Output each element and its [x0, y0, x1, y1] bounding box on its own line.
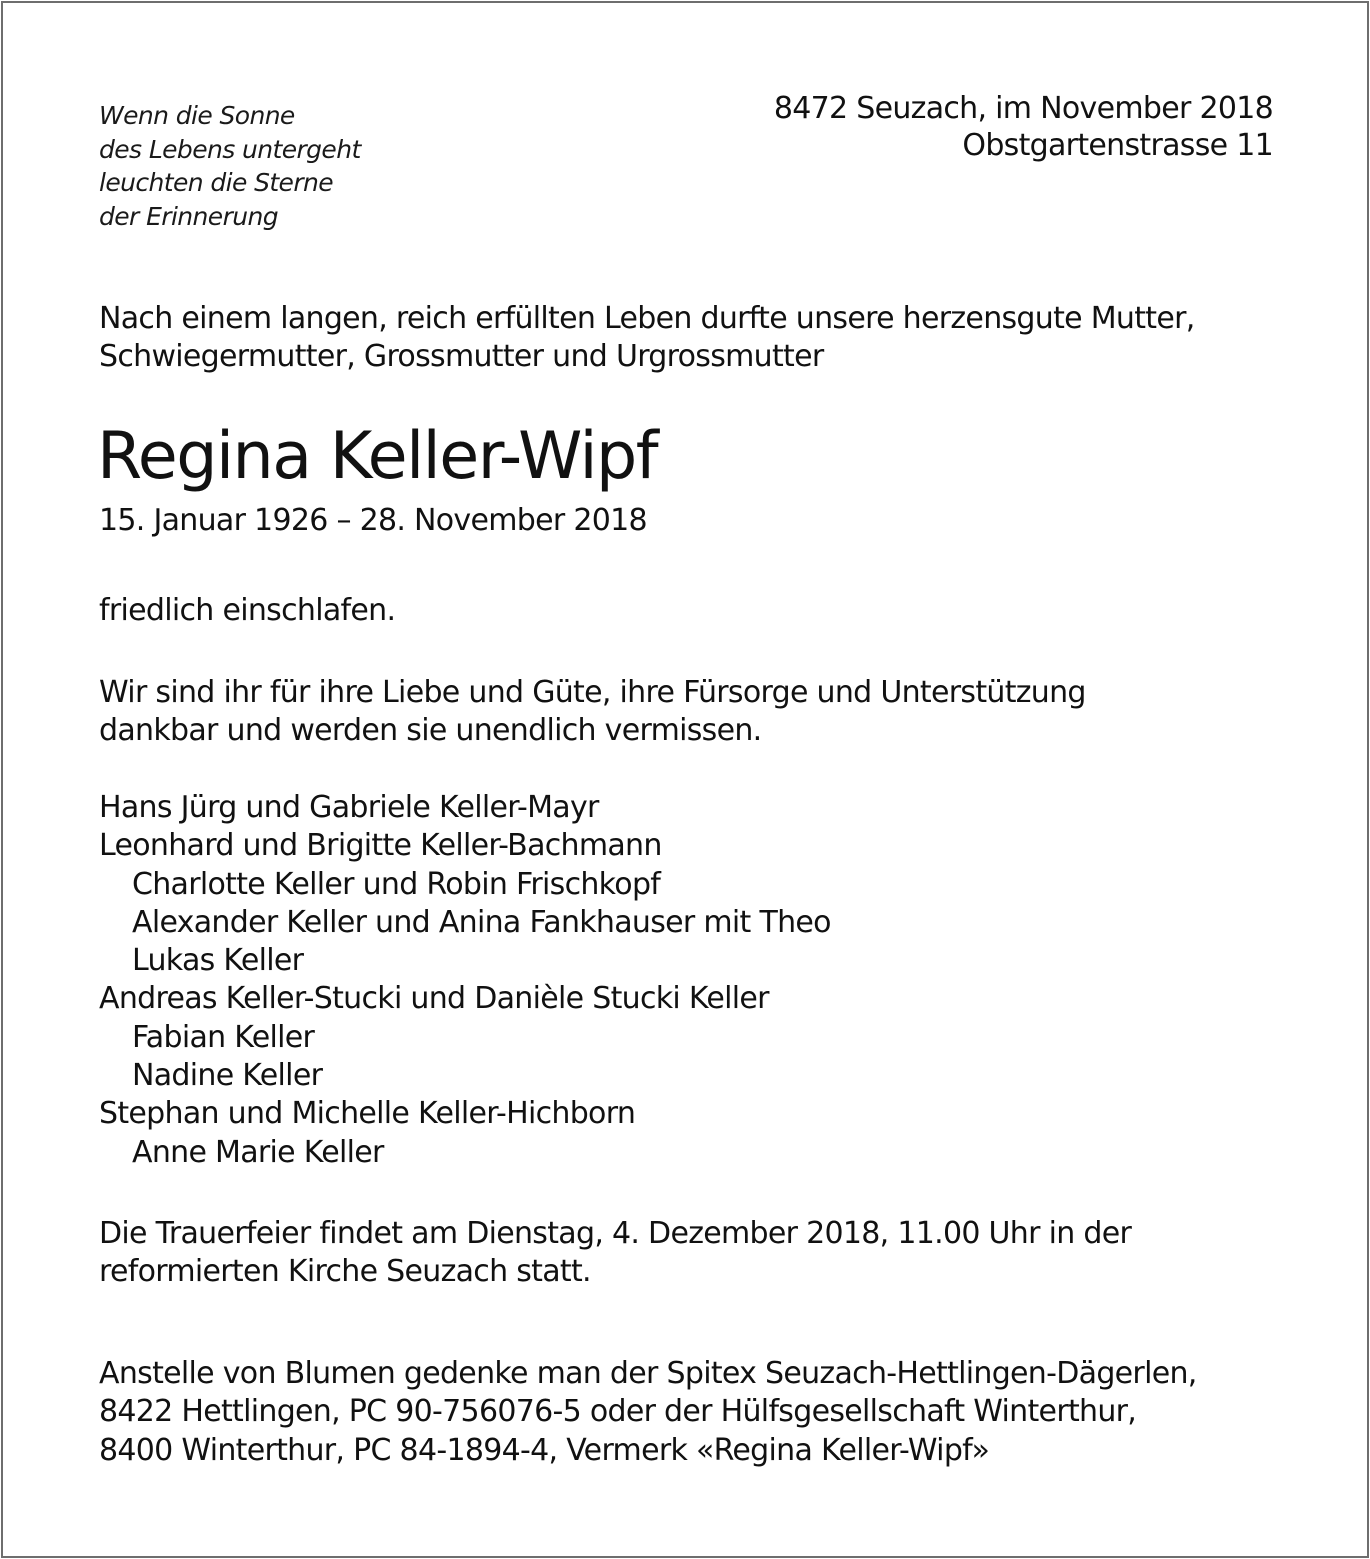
mourner-grandchild: Fabian Keller: [132, 1019, 315, 1055]
donation-paragraph: [99, 1355, 1197, 1470]
mourner-grandchild: Anne Marie Keller: [132, 1134, 384, 1170]
life-dates: 15. Januar 1926 – 28. November 2018: [99, 503, 647, 538]
service-line: reformierten Kirche Seuzach statt.: [99, 1254, 591, 1290]
thanks-line: Wir sind ihr für ihre Liebe und Güte, ihre Fürsorge und Unterstützung: [99, 675, 1086, 710]
poem-line: Wenn die Sonne: [99, 101, 295, 130]
poem-line: leuchten die Sterne: [99, 168, 334, 197]
donation-line: Anstelle von Blumen gedenke man der Spitex Seuzach-Hettlingen-Dägerlen,: [99, 1356, 1197, 1391]
service-line: Die Trauerfeier findet am Dienstag, 4. Dezember 2018, 11.00 Uhr in der: [99, 1216, 1132, 1251]
poem-line: der Erinnerung: [99, 201, 279, 231]
closing-line: friedlich einschlafen.: [99, 593, 396, 628]
mourner-family: Leonhard und Brigitte Keller-Bachmann: [99, 828, 662, 864]
place-and-date: 8472 Seuzach, im November 2018: [773, 91, 1273, 126]
mourner-family: Stephan und Michelle Keller-Hichborn: [99, 1096, 636, 1132]
mourner-grandchild: Charlotte Keller und Robin Frischkopf: [132, 866, 661, 902]
intro-line: Nach einem langen, reich erfüllten Leben durfte unsere herzensgute Mutter,: [99, 301, 1195, 336]
mourner-family: Andreas Keller-Stucki und Danièle Stucki Keller: [99, 981, 769, 1017]
mourner-grandchild: Alexander Keller und Anina Fankhauser mit Theo: [132, 904, 831, 940]
memorial-poem: [99, 99, 361, 233]
street-address: Obstgartenstrasse 11: [962, 128, 1273, 163]
mourner-family: Hans Jürg und Gabriele Keller-Mayr: [99, 790, 599, 825]
poem-line: des Lebens untergeht: [99, 134, 361, 164]
deceased-name: Regina Keller-Wipf: [97, 419, 658, 494]
intro-paragraph: [99, 300, 1195, 377]
donation-line: 8400 Winterthur, PC 84-1894-4, Vermerk «Regina Keller-Wipf»: [99, 1432, 990, 1468]
obituary-notice: [1, 1, 1369, 1558]
mourner-grandchild: Nadine Keller: [132, 1058, 323, 1094]
funeral-service-paragraph: [99, 1215, 1131, 1292]
mourner-grandchild: Lukas Keller: [132, 943, 304, 979]
donation-line: 8422 Hettlingen, PC 90-756076-5 oder der Hülfsgesellschaft Winterthur,: [99, 1394, 1137, 1430]
thanks-paragraph: [99, 674, 1086, 751]
thanks-line: dankbar und werden sie unendlich vermissen.: [99, 713, 762, 749]
mourners-list: [99, 789, 831, 1172]
place-date-address: [774, 90, 1273, 164]
intro-line: Schwiegermutter, Grossmutter und Urgrossmutter: [99, 339, 824, 375]
